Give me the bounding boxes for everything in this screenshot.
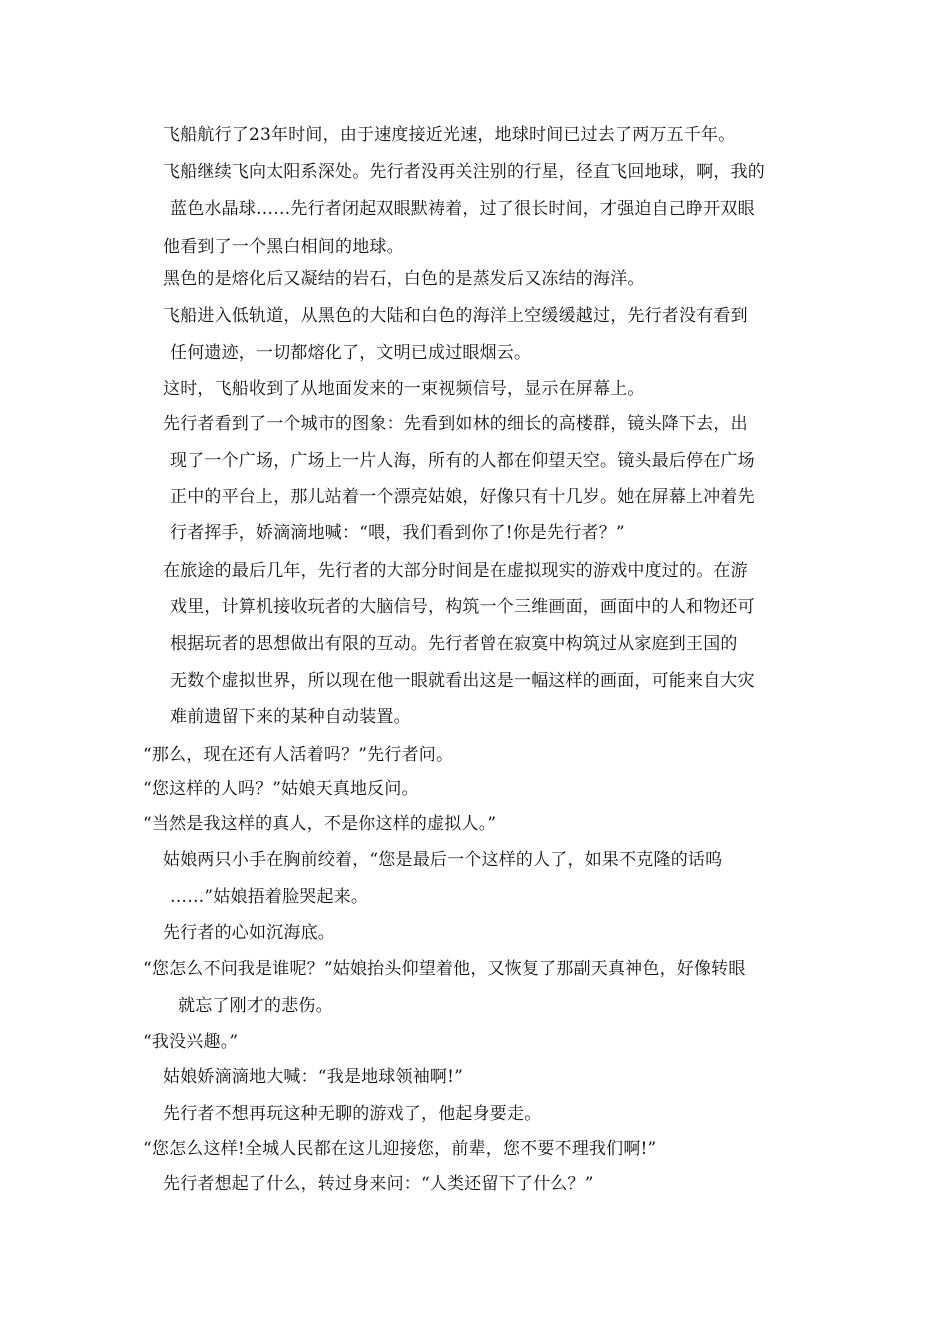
- text-line: 蓝色水晶球……先行者闭起双眼默祷着，过了很长时间，才强迫自己睁开双眼: [170, 199, 755, 219]
- text-line: 无数个虚拟世界，所以现在他一眼就看出这是一幅这样的画面，可能来自大灾: [170, 671, 755, 691]
- text-line: 他看到了一个黑白相间的地球。: [163, 237, 404, 257]
- text-line: 黑色的是熔化后又凝结的岩石，白色的是蒸发后又冻结的海洋。: [163, 269, 645, 289]
- text-line: 先行者想起了什么，转过身来问：“人类还留下了什么？”: [163, 1174, 594, 1194]
- text-line: 戏里，计算机接收玩者的大脑信号，构筑一个三维画面，画面中的人和物还可: [170, 597, 755, 617]
- text-line: ……”姑娘捂着脸哭起来。: [170, 887, 369, 907]
- text-line: 正中的平台上，那儿站着一个漂亮姑娘，好像只有十几岁。她在屏幕上冲着先: [170, 487, 755, 507]
- text-line: 现了一个广场，广场上一片人海，所有的人都在仰望天空。镜头最后停在广场: [170, 451, 755, 471]
- text-line: 根据玩者的思想做出有限的互动。先行者曾在寂寞中构筑过从家庭到王国的: [170, 634, 738, 654]
- text-line: 飞船进入低轨道，从黑色的大陆和白色的海洋上空缓缓越过，先行者没有看到: [163, 306, 748, 326]
- text-line: “您怎么不问我是谁呢？”姑娘抬头仰望着他，又恢复了那副天真神色，好像转眼: [143, 959, 746, 979]
- text-line: “您这样的人吗？”姑娘天真地反问。: [143, 779, 419, 799]
- text-line: “当然是我这样的真人，不是你这样的虚拟人。”: [143, 814, 497, 834]
- text-line: 这时，飞船收到了从地面发来的一束视频信号，显示在屏幕上。: [163, 379, 645, 399]
- text-line: 姑娘两只小手在胸前绞着，“您是最后一个这样的人了，如果不克隆的话呜: [163, 850, 723, 870]
- text-line: 先行者不想再玩这种无聊的游戏了，他起身要走。: [163, 1104, 542, 1124]
- text-line: 飞船航行了23年时间，由于速度接近光速，地球时间已过去了两万五千年。: [163, 125, 736, 145]
- text-line: 任何遗迹，一切都熔化了，文明已成过眼烟云。: [170, 343, 532, 363]
- text-line: 难前遗留下来的某种自动装置。: [170, 707, 411, 727]
- text-line: 飞船继续飞向太阳系深处。先行者没再关注别的行星，径直飞回地球，啊，我的: [163, 162, 765, 182]
- text-line: “我没兴趣。”: [143, 1032, 239, 1052]
- text-line: 在旅途的最后几年，先行者的大部分时间是在虚拟现实的游戏中度过的。在游: [163, 561, 748, 581]
- text-line: “您怎么这样!全城人民都在这儿迎接您，前辈，您不要不理我们啊!”: [143, 1139, 657, 1159]
- text-line: 先行者的心如沉海底。: [163, 923, 335, 943]
- text-line: 先行者看到了一个城市的图象：先看到如林的细长的高楼群，镜头降下去，出: [163, 414, 748, 434]
- text-line: 姑娘娇滴滴地大喊：“我是地球领袖啊!”: [163, 1067, 464, 1087]
- text-line: “那么，现在还有人活着吗？”先行者问。: [143, 745, 454, 765]
- text-line: 行者挥手，娇滴滴地喊：“喂，我们看到你了!你是先行者？”: [170, 523, 625, 543]
- text-line: 就忘了刚才的悲伤。: [178, 996, 333, 1016]
